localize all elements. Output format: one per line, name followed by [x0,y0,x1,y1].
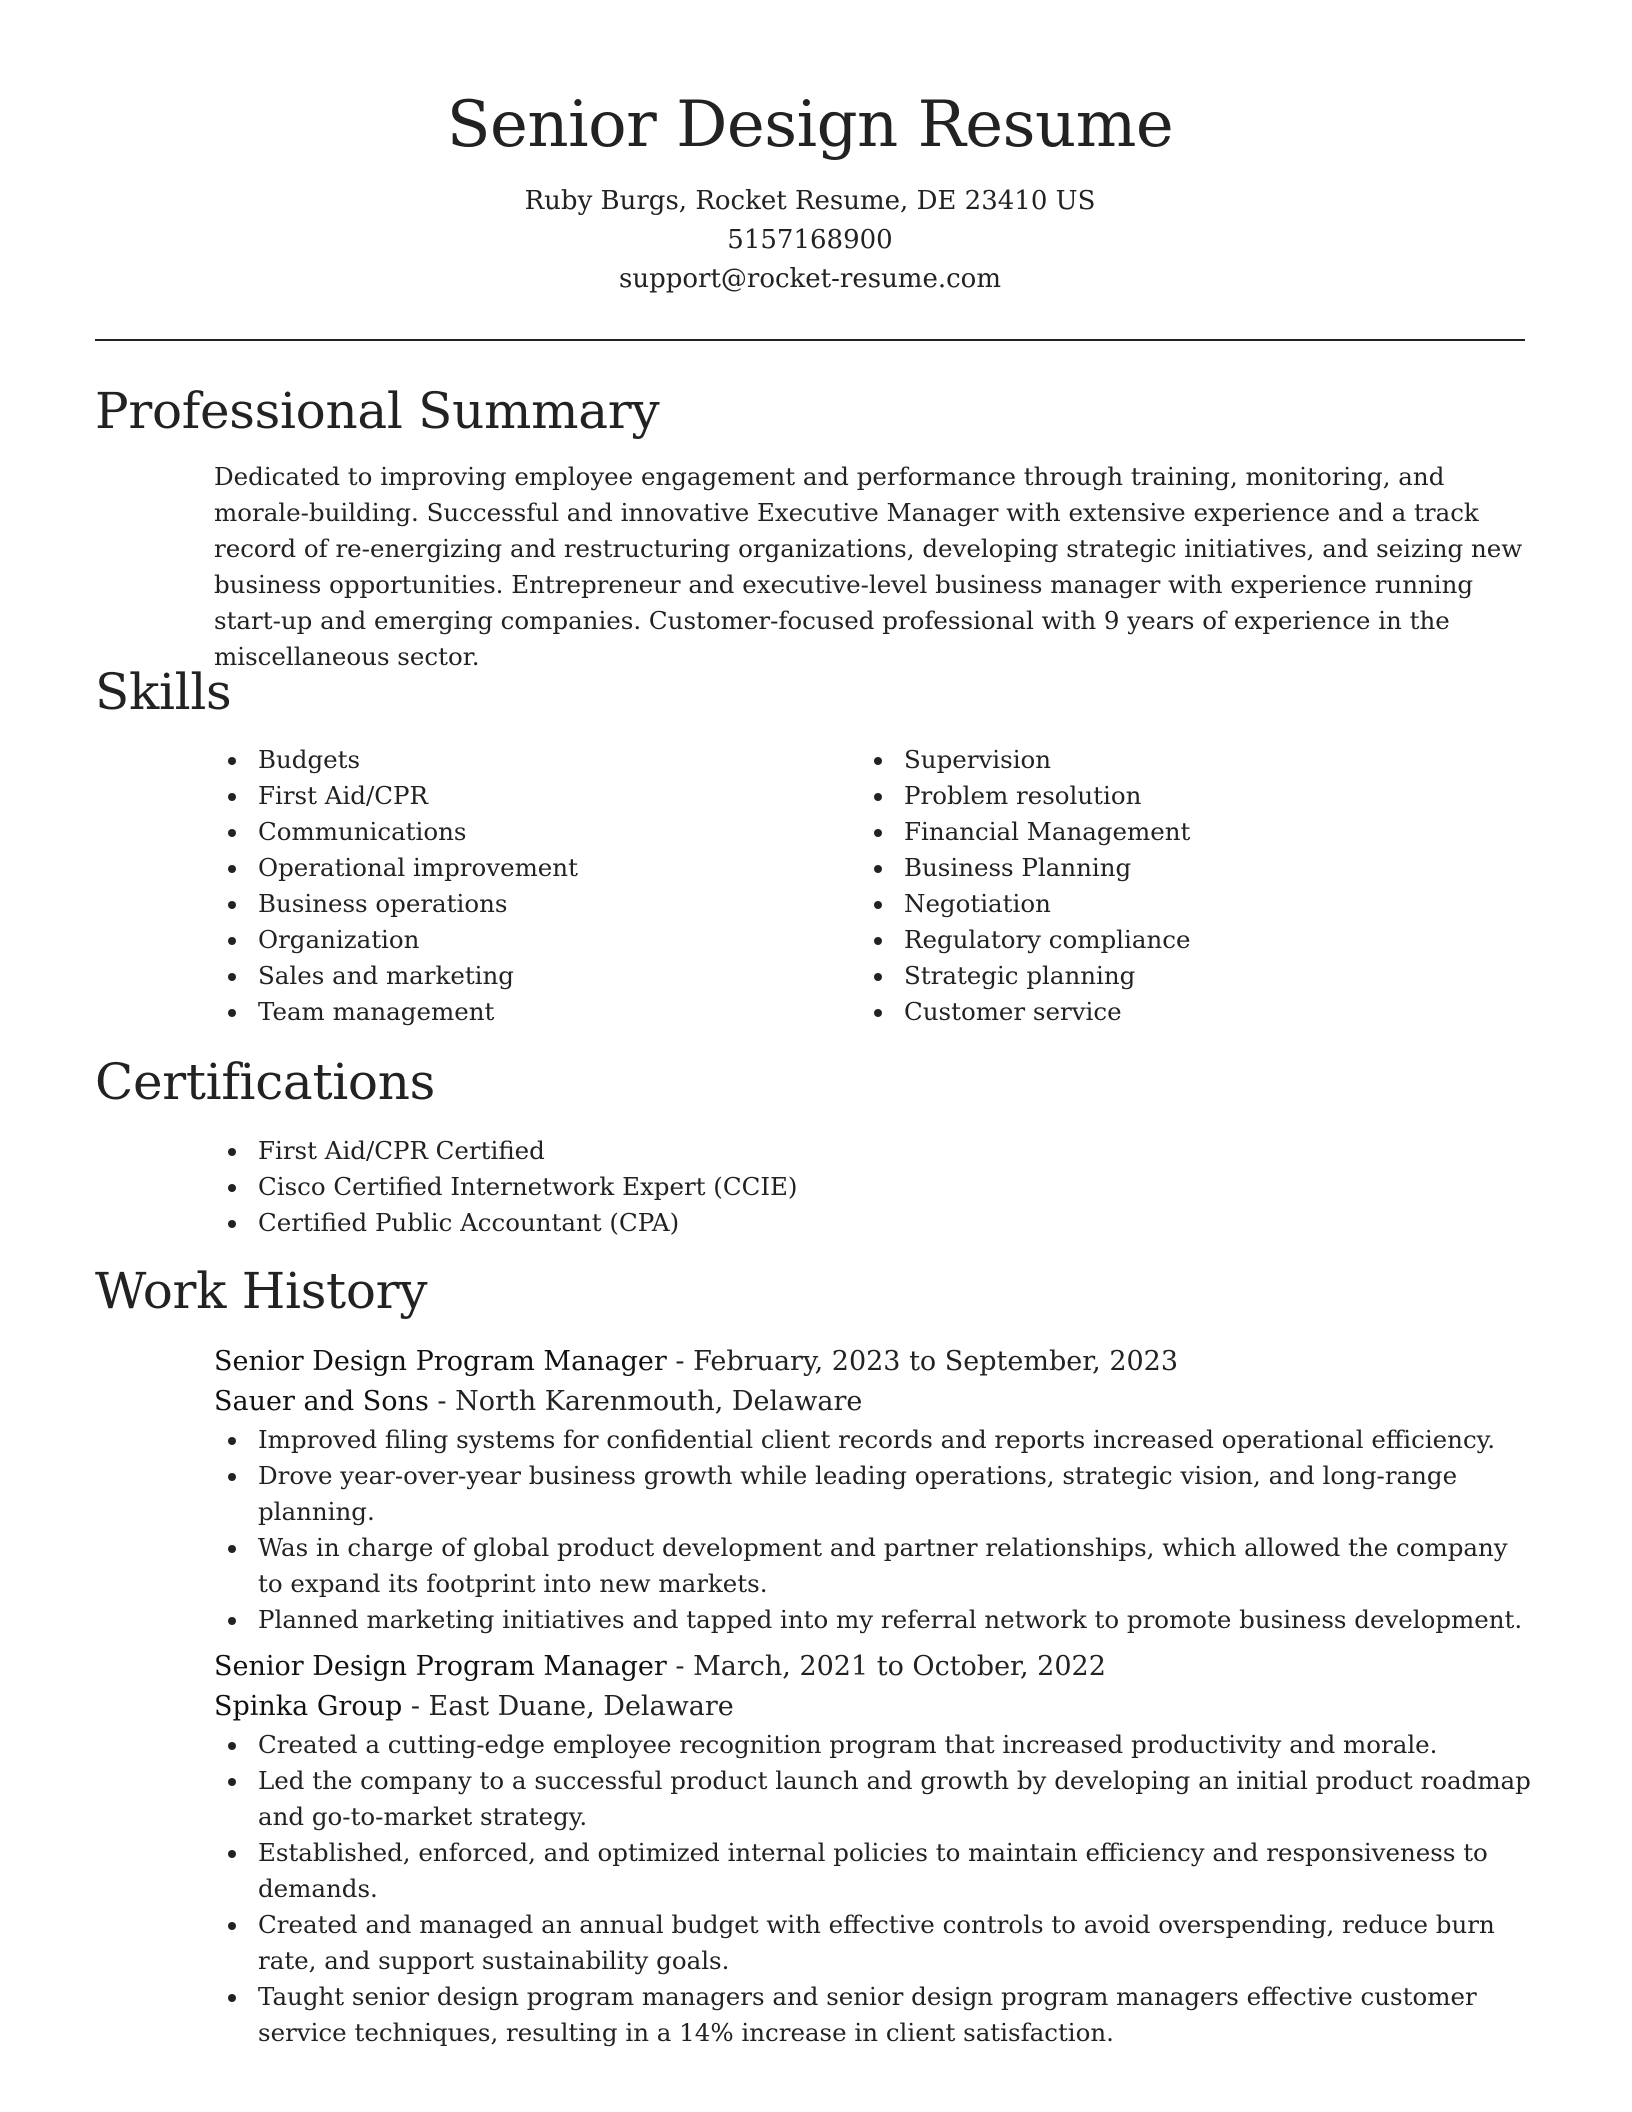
job-title-line: Senior Design Program Manager - March, 2021 to October, 2022 [214,1651,1106,1682]
skill-item: Sales and marketing [214,958,834,994]
skill-item: Team management [214,994,834,1030]
skill-item: Communications [214,814,834,850]
skill-item: Negotiation [860,886,1480,922]
skill-item: Budgets [214,742,834,778]
skill-item: Strategic planning [860,958,1480,994]
skill-item: Supervision [860,742,1480,778]
job-bullet: Improved filing systems for confidential client records and reports increased operational efficiency. [214,1422,1534,1458]
job-company: Spinka Group [214,1691,403,1722]
job-dates: February, 2023 to September, 2023 [693,1346,1179,1377]
job-title: Senior Design Program Manager [214,1651,667,1682]
resume-title: Senior Design Resume [446,88,1174,162]
job-bullet: Was in charge of global product development and partner relationships, which allowed the company to expand its footprint into new markets. [214,1530,1534,1602]
job-bullets [214,1727,1534,2051]
contact-address: Ruby Burgs, Rocket Resume, DE 23410 US [524,186,1096,216]
job-bullet: Led the company to a successful product launch and growth by developing an initial product roadmap and go-to-market strategy. [214,1763,1534,1835]
skill-item: Regulatory compliance [860,922,1480,958]
job-location: East Duane, Delaware [428,1691,734,1722]
skills-list-right [860,742,1480,1030]
skill-item: Business operations [214,886,834,922]
certification-item: Certified Public Accountant (CPA) [214,1205,1534,1241]
contact-phone: 5157168900 [727,225,893,255]
job-bullet: Created a cutting-edge employee recognition program that increased productivity and morale. [214,1727,1534,1763]
job-location: North Karenmouth, Delaware [455,1386,863,1417]
certification-item: First Aid/CPR Certified [214,1133,1534,1169]
job-bullet: Drove year-over-year business growth while leading operations, strategic vision, and long-range planning. [214,1458,1534,1530]
certification-item: Cisco Certified Internetwork Expert (CCIE) [214,1169,1534,1205]
job-entry [214,1647,1534,2051]
job-entry [214,1342,1534,1638]
summary-heading: Professional Summary [95,382,660,440]
job-bullet: Planned marketing initiatives and tapped into my referral network to promote business development. [214,1602,1534,1638]
work-history-heading: Work History [95,1262,428,1320]
contact-email: support@rocket-resume.com [618,264,1001,294]
job-company-line: Spinka Group - East Duane, Delaware [214,1691,734,1722]
skill-item: Business Planning [860,850,1480,886]
summary-text: Dedicated to improving employee engagement and performance through training, monitoring, and morale-building. Successful and innovative Executive Manager with extensive experience and a track record of re-energizing and restructuring organizations, developing strategic initiatives, and seizing new business opportunities. Entrepreneur and executive-level business manager with experience running start-up and emerging companies. Customer-focused professional with 9 years of experience in the miscellaneous sector. [214,462,1523,671]
skills-list-left [214,742,834,1030]
job-bullets [214,1422,1534,1638]
skill-item: Organization [214,922,834,958]
job-title-line: Senior Design Program Manager - February, 2023 to September, 2023 [214,1346,1179,1377]
job-dates: March, 2021 to October, 2022 [693,1651,1106,1682]
skill-item: Operational improvement [214,850,834,886]
skill-item: Financial Management [860,814,1480,850]
job-company-line: Sauer and Sons - North Karenmouth, Delaware [214,1386,863,1417]
header-divider [95,339,1525,341]
job-bullet: Created and managed an annual budget with effective controls to avoid overspending, reduce burn rate, and support sustainability goals. [214,1907,1534,1979]
certifications-heading: Certifications [95,1053,435,1111]
job-bullet: Taught senior design program managers and senior design program managers effective customer service techniques, resulting in a 14% increase in client satisfaction. [214,1979,1534,2051]
job-title: Senior Design Program Manager [214,1346,667,1377]
skill-item: Problem resolution [860,778,1480,814]
job-company: Sauer and Sons [214,1386,429,1417]
skill-item: First Aid/CPR [214,778,834,814]
job-bullet: Established, enforced, and optimized internal policies to maintain efficiency and responsiveness to demands. [214,1835,1534,1907]
resume-header [95,80,1525,299]
certifications-list [214,1133,1534,1241]
skills-heading: Skills [95,663,232,721]
skill-item: Customer service [860,994,1480,1030]
